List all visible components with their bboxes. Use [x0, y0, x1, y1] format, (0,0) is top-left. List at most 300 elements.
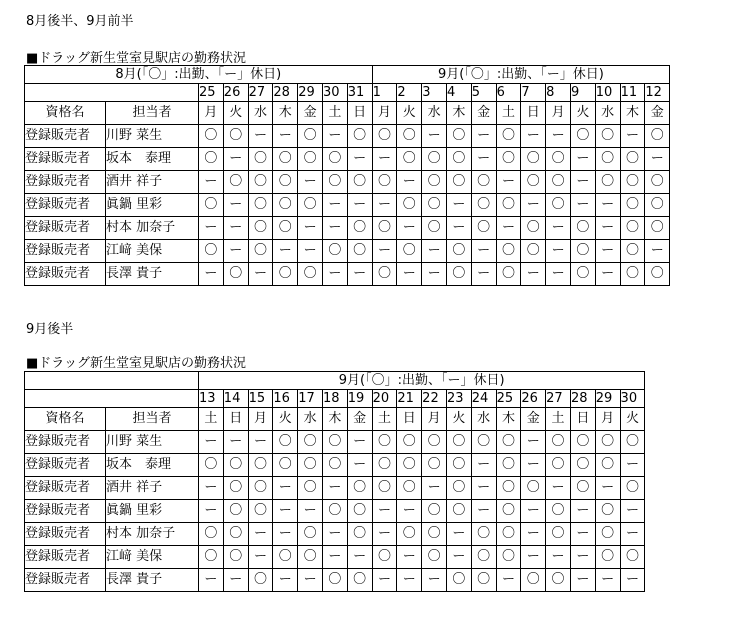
attendance-mark: ー [347, 263, 372, 286]
attendance-mark: ー [471, 125, 496, 148]
attendance-mark: ー [471, 454, 496, 477]
attendance-mark: 〇 [471, 546, 496, 569]
weekday: 水 [471, 408, 496, 431]
weekday: 火 [397, 102, 422, 125]
attendance-mark: 〇 [347, 240, 372, 263]
attendance-mark: 〇 [372, 477, 397, 500]
table-row [25, 148, 670, 171]
attendance-mark: 〇 [397, 523, 422, 546]
attendance-mark: 〇 [570, 477, 595, 500]
attendance-mark: 〇 [496, 263, 521, 286]
attendance-mark: 〇 [397, 431, 422, 454]
attendance-mark: 〇 [620, 148, 645, 171]
attendance-mark: 〇 [446, 477, 471, 500]
attendance-mark: 〇 [620, 240, 645, 263]
person-cell: 眞鍋 里彩 [106, 194, 199, 217]
attendance-mark: ー [298, 217, 323, 240]
qualification-cell: 登録販売者 [25, 523, 106, 546]
day-number: 8 [546, 84, 571, 102]
attendance-mark: 〇 [322, 171, 347, 194]
attendance-mark: 〇 [372, 546, 397, 569]
day-number: 6 [496, 84, 521, 102]
month-header-sep: 9月(「〇」:出勤、「ー」休日) [372, 66, 670, 84]
attendance-mark: 〇 [397, 240, 422, 263]
day-number: 27 [546, 390, 571, 408]
attendance-mark: ー [199, 431, 224, 454]
attendance-mark: 〇 [620, 217, 645, 240]
attendance-mark: 〇 [446, 454, 471, 477]
attendance-mark: 〇 [570, 263, 595, 286]
attendance-mark: ー [620, 454, 645, 477]
person-cell: 江﨑 美保 [106, 546, 199, 569]
attendance-mark: ー [595, 240, 620, 263]
qualification-cell: 登録販売者 [25, 240, 106, 263]
attendance-mark: ー [322, 477, 347, 500]
day-number: 23 [446, 390, 471, 408]
attendance-mark: 〇 [397, 125, 422, 148]
attendance-mark: 〇 [298, 523, 323, 546]
attendance-mark: 〇 [273, 148, 298, 171]
weekday: 土 [199, 408, 224, 431]
attendance-mark: 〇 [397, 148, 422, 171]
qualification-cell: 登録販売者 [25, 171, 106, 194]
attendance-mark: ー [223, 431, 248, 454]
weekday: 火 [446, 408, 471, 431]
attendance-mark: 〇 [347, 125, 372, 148]
attendance-mark: ー [248, 431, 273, 454]
attendance-mark: 〇 [248, 240, 273, 263]
attendance-mark: ー [223, 148, 248, 171]
attendance-mark: ー [570, 569, 595, 592]
attendance-mark: 〇 [645, 217, 670, 240]
attendance-mark: ー [521, 194, 546, 217]
day-number: 28 [273, 84, 298, 102]
qualification-cell: 登録販売者 [25, 500, 106, 523]
attendance-mark: 〇 [347, 477, 372, 500]
attendance-mark: ー [471, 263, 496, 286]
weekday: 木 [322, 408, 347, 431]
corner-cell [25, 372, 199, 390]
day-number: 11 [620, 84, 645, 102]
weekday: 木 [496, 408, 521, 431]
attendance-mark: 〇 [620, 477, 645, 500]
weekday: 水 [248, 102, 273, 125]
attendance-mark: 〇 [570, 454, 595, 477]
attendance-mark: 〇 [496, 194, 521, 217]
weekday: 月 [595, 408, 620, 431]
weekday: 水 [595, 102, 620, 125]
attendance-mark: ー [322, 263, 347, 286]
schedule-table-sep [24, 371, 645, 592]
attendance-mark: ー [347, 454, 372, 477]
attendance-mark: 〇 [521, 569, 546, 592]
corner-cell [25, 84, 199, 102]
attendance-mark: 〇 [322, 569, 347, 592]
table-row [25, 125, 670, 148]
attendance-mark: ー [199, 263, 224, 286]
attendance-mark: 〇 [595, 523, 620, 546]
attendance-mark: ー [248, 263, 273, 286]
person-cell: 村本 加奈子 [106, 523, 199, 546]
attendance-mark: ー [322, 523, 347, 546]
table-row [25, 569, 645, 592]
attendance-mark: 〇 [273, 194, 298, 217]
weekday: 木 [273, 102, 298, 125]
weekday: 日 [570, 408, 595, 431]
attendance-mark: ー [521, 546, 546, 569]
attendance-mark: 〇 [546, 523, 571, 546]
table-row [25, 240, 670, 263]
weekday: 金 [347, 408, 372, 431]
attendance-mark: 〇 [446, 431, 471, 454]
weekday: 火 [223, 102, 248, 125]
attendance-mark: ー [446, 546, 471, 569]
day-number: 4 [446, 84, 471, 102]
weekday: 月 [422, 408, 447, 431]
attendance-mark: 〇 [521, 217, 546, 240]
person-cell: 酒井 祥子 [106, 171, 199, 194]
attendance-mark: 〇 [521, 477, 546, 500]
weekday: 月 [372, 102, 397, 125]
attendance-mark: ー [496, 217, 521, 240]
person-cell: 江﨑 美保 [106, 240, 199, 263]
attendance-mark: ー [372, 523, 397, 546]
attendance-mark: 〇 [446, 171, 471, 194]
attendance-mark: ー [298, 569, 323, 592]
weekday: 土 [496, 102, 521, 125]
weekday: 月 [546, 102, 571, 125]
attendance-mark: ー [273, 500, 298, 523]
day-number: 26 [223, 84, 248, 102]
attendance-mark: 〇 [248, 194, 273, 217]
attendance-mark: 〇 [322, 240, 347, 263]
attendance-mark: 〇 [496, 500, 521, 523]
attendance-mark: 〇 [422, 194, 447, 217]
attendance-mark: ー [570, 194, 595, 217]
attendance-mark: 〇 [422, 148, 447, 171]
attendance-mark: 〇 [620, 431, 645, 454]
month-header-sep-late: 9月(「〇」:出勤、「ー」休日) [199, 372, 645, 390]
attendance-mark: 〇 [496, 431, 521, 454]
attendance-mark: 〇 [223, 454, 248, 477]
day-number: 15 [248, 390, 273, 408]
attendance-mark: 〇 [471, 194, 496, 217]
attendance-mark: ー [546, 125, 571, 148]
attendance-mark: 〇 [298, 431, 323, 454]
day-number: 19 [347, 390, 372, 408]
day-number: 14 [223, 390, 248, 408]
attendance-mark: ー [199, 217, 224, 240]
attendance-mark: 〇 [620, 171, 645, 194]
attendance-mark: 〇 [570, 125, 595, 148]
day-number: 20 [372, 390, 397, 408]
attendance-mark: ー [372, 500, 397, 523]
attendance-mark: 〇 [298, 125, 323, 148]
attendance-mark: 〇 [446, 569, 471, 592]
attendance-mark: 〇 [248, 454, 273, 477]
attendance-mark: ー [422, 477, 447, 500]
attendance-mark: 〇 [496, 454, 521, 477]
attendance-mark: 〇 [546, 194, 571, 217]
day-number: 13 [199, 390, 224, 408]
day-number: 25 [199, 84, 224, 102]
attendance-mark: ー [248, 125, 273, 148]
attendance-mark: ー [223, 217, 248, 240]
day-number: 30 [322, 84, 347, 102]
attendance-mark: 〇 [397, 477, 422, 500]
attendance-mark: ー [298, 171, 323, 194]
table-row [25, 431, 645, 454]
attendance-mark: 〇 [422, 217, 447, 240]
attendance-mark: ー [322, 194, 347, 217]
attendance-mark: ー [397, 500, 422, 523]
weekday: 日 [397, 408, 422, 431]
table-row [25, 523, 645, 546]
column-header-qualification: 資格名 [25, 102, 106, 125]
column-header-qualification: 資格名 [25, 408, 106, 431]
attendance-mark: 〇 [273, 263, 298, 286]
attendance-mark: 〇 [570, 240, 595, 263]
attendance-mark: 〇 [496, 546, 521, 569]
corner-cell [25, 390, 199, 408]
attendance-mark: 〇 [422, 546, 447, 569]
day-number: 31 [347, 84, 372, 102]
attendance-mark: 〇 [298, 148, 323, 171]
attendance-mark: 〇 [298, 454, 323, 477]
attendance-mark: ー [645, 240, 670, 263]
weekday: 土 [546, 408, 571, 431]
attendance-mark: 〇 [322, 148, 347, 171]
attendance-mark: 〇 [199, 148, 224, 171]
day-number: 26 [521, 390, 546, 408]
attendance-mark: ー [372, 569, 397, 592]
attendance-mark: ー [446, 523, 471, 546]
qualification-cell: 登録販売者 [25, 263, 106, 286]
attendance-mark: 〇 [570, 431, 595, 454]
attendance-mark: ー [471, 148, 496, 171]
day-number: 28 [570, 390, 595, 408]
attendance-mark: ー [422, 240, 447, 263]
attendance-mark: ー [273, 125, 298, 148]
attendance-mark: ー [322, 217, 347, 240]
attendance-mark: 〇 [223, 546, 248, 569]
attendance-mark: 〇 [595, 148, 620, 171]
attendance-mark: ー [248, 546, 273, 569]
attendance-mark: 〇 [347, 569, 372, 592]
attendance-mark: ー [570, 171, 595, 194]
attendance-mark: ー [521, 454, 546, 477]
attendance-mark: ー [496, 569, 521, 592]
attendance-mark: 〇 [446, 125, 471, 148]
weekday: 金 [521, 408, 546, 431]
attendance-mark: 〇 [199, 546, 224, 569]
attendance-mark: 〇 [570, 217, 595, 240]
table-row [25, 171, 670, 194]
attendance-mark: ー [322, 125, 347, 148]
attendance-mark: 〇 [422, 523, 447, 546]
person-cell: 坂本 泰理 [106, 148, 199, 171]
day-number: 24 [471, 390, 496, 408]
attendance-mark: ー [521, 125, 546, 148]
attendance-mark: ー [248, 523, 273, 546]
table-row [25, 546, 645, 569]
person-cell: 長澤 貴子 [106, 569, 199, 592]
attendance-mark: 〇 [248, 217, 273, 240]
attendance-mark: ー [322, 546, 347, 569]
attendance-mark: 〇 [496, 477, 521, 500]
day-number: 5 [471, 84, 496, 102]
table-row [25, 454, 645, 477]
attendance-mark: ー [546, 240, 571, 263]
attendance-mark: 〇 [471, 569, 496, 592]
attendance-mark: 〇 [298, 546, 323, 569]
attendance-mark: 〇 [471, 523, 496, 546]
attendance-mark: ー [521, 500, 546, 523]
attendance-mark: ー [570, 500, 595, 523]
person-cell: 酒井 祥子 [106, 477, 199, 500]
attendance-mark: 〇 [546, 431, 571, 454]
store-title-2: ■ドラッグ新生堂室見駅店の勤務状況 [26, 356, 247, 371]
day-number: 17 [298, 390, 323, 408]
attendance-mark: ー [273, 240, 298, 263]
qualification-cell: 登録販売者 [25, 217, 106, 240]
attendance-mark: 〇 [372, 431, 397, 454]
period-label-1: 8月後半、9月前半 [26, 14, 134, 29]
attendance-mark: 〇 [496, 125, 521, 148]
attendance-mark: 〇 [471, 217, 496, 240]
attendance-mark: ー [422, 125, 447, 148]
attendance-mark: ー [273, 569, 298, 592]
attendance-mark: 〇 [372, 125, 397, 148]
attendance-mark: 〇 [298, 477, 323, 500]
attendance-mark: 〇 [422, 171, 447, 194]
attendance-mark: 〇 [199, 194, 224, 217]
attendance-mark: ー [595, 263, 620, 286]
day-number: 1 [372, 84, 397, 102]
attendance-mark: 〇 [248, 477, 273, 500]
weekday: 金 [298, 102, 323, 125]
weekday: 火 [570, 102, 595, 125]
attendance-mark: ー [397, 569, 422, 592]
attendance-mark: 〇 [620, 263, 645, 286]
attendance-mark: ー [620, 125, 645, 148]
attendance-mark: 〇 [521, 240, 546, 263]
attendance-mark: ー [620, 569, 645, 592]
attendance-mark: ー [199, 500, 224, 523]
attendance-mark: 〇 [298, 194, 323, 217]
day-number: 12 [645, 84, 670, 102]
day-number: 16 [273, 390, 298, 408]
qualification-cell: 登録販売者 [25, 125, 106, 148]
attendance-mark: ー [199, 477, 224, 500]
column-header-person: 担当者 [106, 102, 199, 125]
attendance-mark: 〇 [199, 125, 224, 148]
column-header-person: 担当者 [106, 408, 199, 431]
weekday: 土 [322, 102, 347, 125]
attendance-mark: 〇 [397, 454, 422, 477]
attendance-mark: ー [595, 194, 620, 217]
attendance-mark: 〇 [546, 148, 571, 171]
weekday: 日 [223, 408, 248, 431]
attendance-mark: ー [546, 217, 571, 240]
attendance-mark: 〇 [248, 500, 273, 523]
attendance-mark: 〇 [223, 125, 248, 148]
weekday: 水 [422, 102, 447, 125]
day-number: 25 [496, 390, 521, 408]
qualification-cell: 登録販売者 [25, 477, 106, 500]
attendance-mark: 〇 [546, 569, 571, 592]
attendance-mark: 〇 [199, 523, 224, 546]
attendance-mark: ー [570, 148, 595, 171]
weekday: 金 [471, 102, 496, 125]
person-cell: 長澤 貴子 [106, 263, 199, 286]
day-number: 9 [570, 84, 595, 102]
attendance-mark: 〇 [645, 171, 670, 194]
attendance-mark: 〇 [645, 125, 670, 148]
attendance-mark: 〇 [273, 217, 298, 240]
attendance-mark: 〇 [199, 454, 224, 477]
attendance-mark: 〇 [446, 263, 471, 286]
attendance-mark: 〇 [223, 263, 248, 286]
attendance-mark: 〇 [446, 500, 471, 523]
attendance-mark: ー [521, 263, 546, 286]
attendance-mark: 〇 [595, 431, 620, 454]
attendance-mark: ー [496, 171, 521, 194]
person-cell: 村本 加奈子 [106, 217, 199, 240]
attendance-mark: ー [595, 217, 620, 240]
attendance-mark: 〇 [372, 171, 397, 194]
table-row [25, 477, 645, 500]
attendance-mark: ー [471, 240, 496, 263]
attendance-mark: ー [620, 500, 645, 523]
attendance-mark: ー [471, 500, 496, 523]
attendance-mark: 〇 [322, 431, 347, 454]
attendance-mark: ー [620, 523, 645, 546]
attendance-mark: 〇 [347, 500, 372, 523]
weekday: 木 [446, 102, 471, 125]
attendance-mark: ー [645, 148, 670, 171]
attendance-mark: 〇 [223, 523, 248, 546]
attendance-mark: 〇 [496, 523, 521, 546]
attendance-mark: 〇 [372, 263, 397, 286]
qualification-cell: 登録販売者 [25, 148, 106, 171]
day-number: 22 [422, 390, 447, 408]
attendance-mark: ー [199, 171, 224, 194]
attendance-mark: ー [397, 546, 422, 569]
attendance-mark: ー [199, 569, 224, 592]
attendance-mark: 〇 [422, 454, 447, 477]
qualification-cell: 登録販売者 [25, 569, 106, 592]
person-cell: 坂本 泰理 [106, 454, 199, 477]
attendance-mark: 〇 [273, 171, 298, 194]
day-number: 29 [595, 390, 620, 408]
attendance-mark: 〇 [347, 523, 372, 546]
attendance-mark: 〇 [595, 125, 620, 148]
attendance-mark: 〇 [273, 546, 298, 569]
day-number: 18 [322, 390, 347, 408]
attendance-mark: 〇 [521, 148, 546, 171]
attendance-mark: 〇 [546, 500, 571, 523]
qualification-cell: 登録販売者 [25, 431, 106, 454]
qualification-cell: 登録販売者 [25, 546, 106, 569]
attendance-mark: ー [570, 523, 595, 546]
attendance-mark: ー [546, 477, 571, 500]
weekday: 火 [620, 408, 645, 431]
day-number: 10 [595, 84, 620, 102]
attendance-mark: 〇 [595, 171, 620, 194]
attendance-mark: ー [521, 431, 546, 454]
attendance-mark: 〇 [446, 240, 471, 263]
